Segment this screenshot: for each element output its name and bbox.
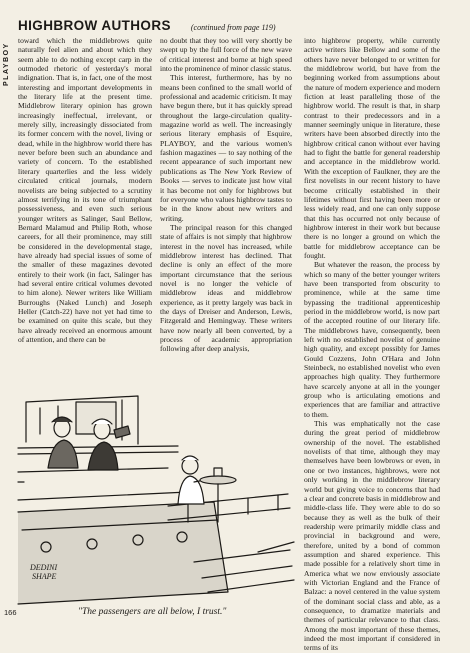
signature-line-1: DEDINI — [30, 563, 58, 572]
article-title: HIGHBROW AUTHORS — [18, 18, 171, 33]
magazine-side-tab: PLAYBOY — [3, 42, 10, 86]
paragraph: no doubt that they too will very shortly be swept up by the full force of the new wave of critical interest and borne at high speed into the prominence of minor classic status. — [160, 36, 292, 74]
text-column-2 — [160, 36, 292, 368]
paragraph: toward which the middlebrows quite naturally feel alien and about which they seem able to do nothing except carp in the outmoded rhetoric of yesterday's moral indignation. That is, in fact, one of the most interesting and important developments in the literary life at the present time. Middlebrow literary opinion has grown increasingly ineffectual, irrelevant, or merely silly, increasingly dissociated from its former concern with the novel, living or dead, while in the highbrow world there has never before been such an abundance and variety of concern. To the established literary quarterlies and the less widely circulated critical journals, modern novelists are being subjected to a scrutiny almost terrifying in its tone of triumphant possessiveness, and even such serious younger writers as Salinger, Saul Bellow, Bernard Malamud and Philip Roth, whose careers, for all their prominence, may still be considered in the developmental stage, have already had special issues of some of the smaller of these magazines devoted entirely to their work (in fact, Salinger has had several entire critical volumes devoted to him alone). Newer writers like William Burroughs (Naked Lunch) and Joseph Heller (Catch-22) have not yet had time to be examined on quite this scale, but they have already received an enormous amount of attention, and there can be — [18, 36, 152, 344]
paragraph: This interest, furthermore, has by no means been confined to the small world of professional and academic criticism. It may have begun there, but it has quickly spread throughout the large-circulation quality-magazine world as well. The increasingly serious literary emphasis of Esquire, PLAYBOY, and the various women's fashion magazines — to say nothing of the recent appearance of such important new publications as The New York Review of Books — serves to indicate just how vital it has become not only for highbrows but for everyone who values highbrow tastes to be in the know about new writers and writing. — [160, 73, 292, 223]
continued-note: (continued from page 119) — [190, 23, 276, 32]
cartoon-illustration — [18, 382, 296, 604]
paragraph: But whatever the reason, the process by which so many of the better younger writers have been transported from obscurity to prominence, while at the same time bypassing the traditional apprenticeship period in the middlebrow world, is now part of the accepted routine of our literary life. The middlebrows have, consequently, been left with no established novelist of genuine high quality, and except possibly for James Gould Cozzens, John O'Hara and John Steinbeck, no established novelist who even approaches high quality. They furthermore have scarcely anyone at all in the younger group who is articulating emotions and experiences that are familiar and attractive to them. — [304, 260, 440, 419]
cartoonist-signature — [29, 563, 59, 581]
paragraph: into highbrow property, while currently active writers like Bellow and some of the others have never belonged to or written for the middlebrow world, but have from the beginning worked from assumptions about the nature of modern experience and modern fiction at least paralleling those of the highbrow world. The result is that, in sharp contrast to their predecessors and in a manner seemingly unique in literature, these writers have been absorbed directly into the highbrow critical canon without ever having had to fight the battle for general readership and acceptance in the middlebrow world. With the exception of Faulkner, they are the first novelists in our recent history to have become critically established in their lifetimes without first having been more or less widely read, and one can only suppose that this has occurred not only because of highbrow interest in their work but because there is no longer a ground on which the battle for middlebrow acceptance can be fought. — [304, 36, 440, 260]
text-column-1 — [18, 36, 152, 368]
article-header — [18, 17, 448, 35]
signature-line-2: SHAPE — [32, 572, 57, 581]
paragraph: This was emphatically not the case during the great period of middlebrow ownership of the novel. The established novelists of that time, although they may themselves have been lowbrows or even, in one or two instances, highbrows, were not only working in the middlebrow literary world but giving voice to concerns that had a clear and concrete basis in middlebrow and middle-class life. They were able to do so because they as well as the bulk of their readership were primarily middle class and provincial in background and were, therefore, united by a bond of common assumption and shared experience. This made possible for a relatively short time in America what we now enviously associate with Victorian England and the France of Balzac: a novel centered in the value system of the dominant social class and able, as a consequence, to dramatize materials and themes of particular relevance to that class. Among the most important of these themes, indeed the most important if considered in terms of its — [304, 419, 440, 653]
text-column-3 — [304, 36, 440, 653]
cartoon-caption: "The passengers are all below, I trust." — [78, 607, 227, 617]
page-number: 166 — [4, 608, 17, 617]
paragraph: The principal reason for this changed state of affairs is not simply that highbrow interest in the novel has increased, while middlebrow interest has declined. That decline is only an effect of the more important circumstance that the serious novel is no longer the vehicle of middlebrow ideas and middlebrow experience, as it pretty largely was back in the days of Dreiser and Anderson, Lewis, Fitzgerald and Hemingway. These writers have now nearly all been converted, by a process of academic appropriation following after deep analysis, — [160, 222, 292, 354]
